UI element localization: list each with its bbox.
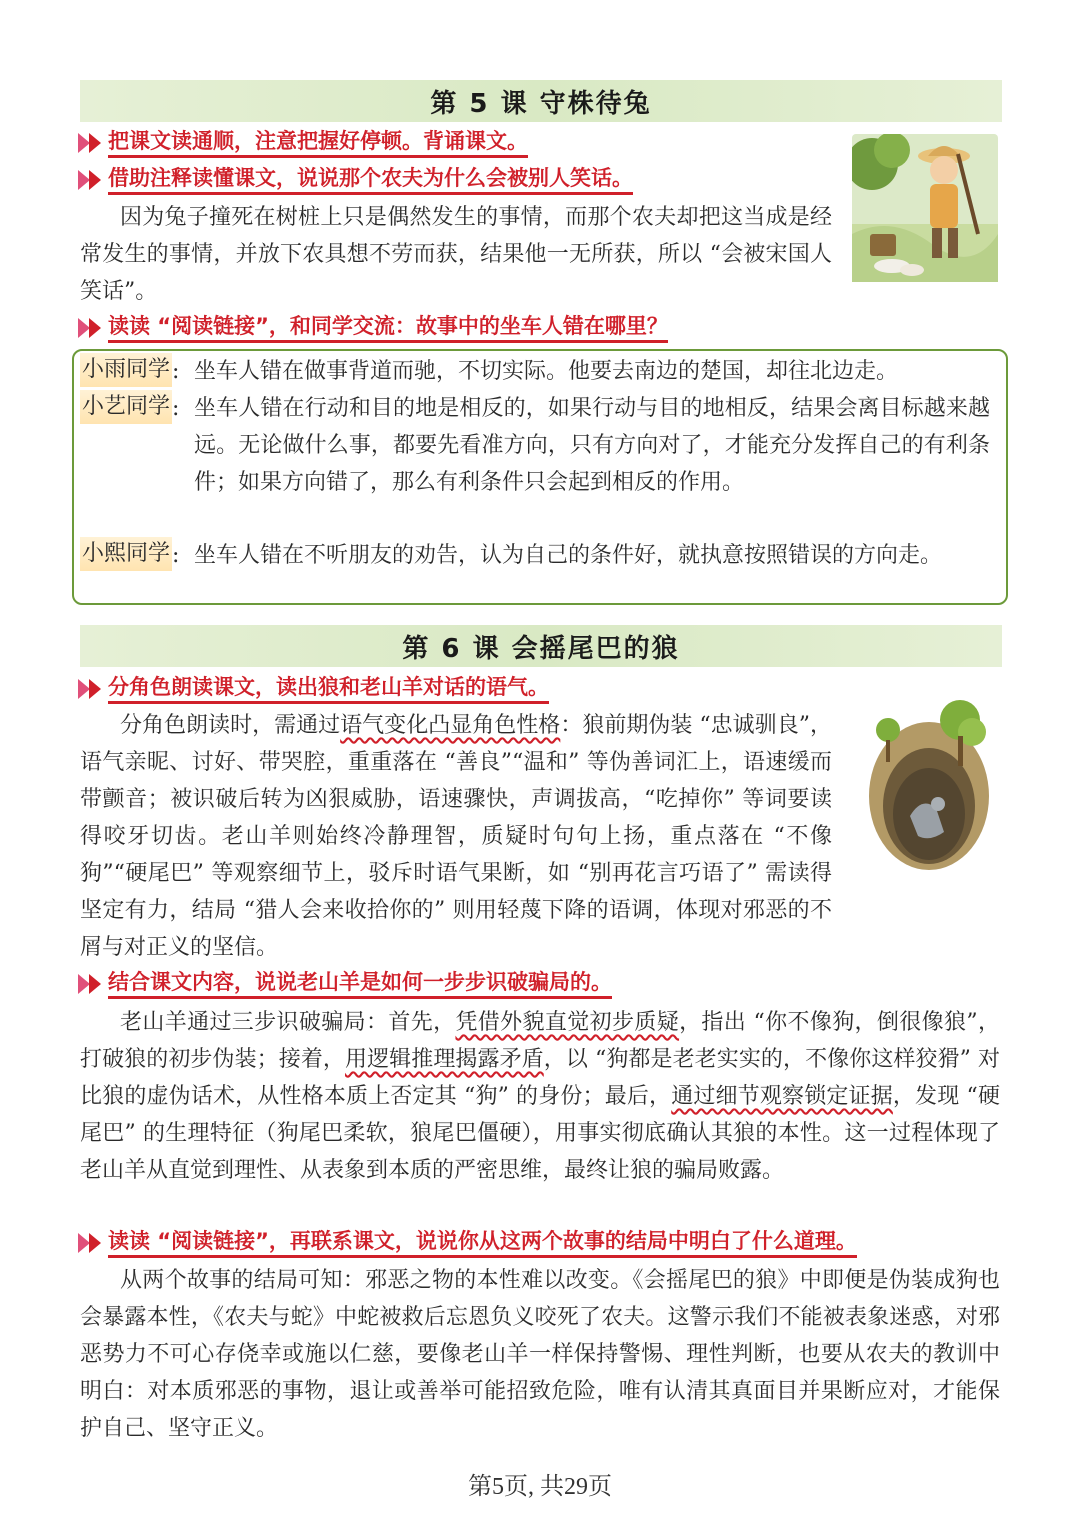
double-arrow-icon	[78, 679, 104, 699]
highlight-text: 通过细节观察锁定证据	[671, 1084, 893, 1109]
colon: :	[172, 543, 180, 568]
lesson6-task3	[78, 1226, 857, 1260]
lesson6-title: 第 6 课 会摇尾巴的狼	[80, 625, 1002, 667]
answer-text: 分角色朗读时，需通过	[120, 713, 341, 738]
double-arrow-icon	[78, 974, 104, 994]
discussion-item	[80, 537, 990, 574]
task-text: 借助注释读懂课文，说说那个农夫为什么会被别人笑话。	[108, 165, 633, 195]
lesson5-task2	[78, 163, 633, 197]
wolf-pit-illustration	[860, 696, 998, 874]
speaker-text: 坐车人错在不听朋友的劝告，认为自己的条件好，就执意按照错误的方向走。	[194, 543, 943, 568]
discussion-item	[80, 353, 990, 390]
double-arrow-icon	[78, 170, 104, 190]
highlight-text: 语气变化凸显角色性格	[340, 713, 561, 738]
speaker-text: 坐车人错在做事背道而驰，不切实际。他要去南边的楚国，却往北边走。	[194, 359, 899, 384]
highlight-text: 凭借外貌直觉初步质疑	[455, 1010, 680, 1035]
colon: :	[172, 359, 180, 384]
task-text: 读读 “阅读链接”，再联系课文，说说你从这两个故事的结局中明白了什么道理。	[108, 1228, 857, 1258]
speaker-name: 小雨同学	[80, 353, 172, 387]
speaker-name: 小艺同学	[80, 390, 172, 424]
page-number: 第5页, 共29页	[468, 1474, 612, 1500]
colon: :	[172, 396, 180, 421]
lesson6-answer1	[80, 707, 832, 966]
lesson5-title: 第 5 课 守株待兔	[80, 80, 1002, 122]
speaker-text: 坐车人错在行动和目的地是相反的，如果行动与目的地相反，结果会离目标越来越远。无论做什么事，都要先看准方向，只有方向对了，才能充分发挥自己的有利条件；如果方向错了，那么有利条件只会起到相反的作用。	[194, 396, 991, 495]
task-text: 分角色朗读课文，读出狼和老山羊对话的语气。	[108, 674, 549, 704]
discussion-item	[80, 390, 990, 501]
discussion-box	[72, 349, 1008, 605]
lesson6-task2	[78, 967, 612, 1001]
double-arrow-icon	[78, 318, 104, 338]
answer-text: ：狼前期伪装 “忠诚驯良”，语气亲昵、讨好、带哭腔，重重落在 “善良”“温和” 等伪善词汇上，语速缓而带颤音；被识破后转为凶狠威胁，语速骤快，声调拔高，“吃掉你” 等词要读得咬牙切齿。老山羊则始终冷静理智，质疑时句句上扬，重点落在 “不像狗”“硬尾巴” 等观察细节上，驳斥时语气果断，如 “别再花言巧语了” 需读得坚定有力，结局 “猎人会来收拾你的” 则用轻蔑下降的语调，体现对邪恶的不屑与对正义的坚信。	[80, 713, 832, 960]
lesson5-task3	[78, 311, 668, 345]
double-arrow-icon	[78, 133, 104, 153]
answer-text: ，发现 “硬尾巴” 的生理特征（狗尾巴柔软，狼尾巴僵硬），用事实彻底确认其狼的本性。这一过程体现了老山羊从直觉到理性、从表象到本质的严密思维，最终让狼的骗局败露。	[80, 1084, 1000, 1183]
task-text: 结合课文内容，说说老山羊是如何一步步识破骗局的。	[108, 969, 612, 999]
lesson5-task1	[78, 126, 528, 160]
answer-text: ，以 “狗都是老老实实的，不像你这样狡猾” 对比狼的虚伪话术，从性格本质上否定其 “狗” 的身份；最后，	[80, 1047, 1000, 1109]
answer-text: ，指出 “你不像狗，倒很像狼”，打破狼的初步伪装；接着，	[80, 1010, 1000, 1072]
lesson5-answer2: 因为兔子撞死在树桩上只是偶然发生的事情，而那个农夫却把这当成是经常发生的事情，并放下农具想不劳而获，结果他一无所获，所以 “会被宋国人笑话”。	[80, 205, 832, 304]
speaker-name: 小熙同学	[80, 537, 172, 571]
farmer-illustration	[852, 134, 998, 282]
lesson6-task1	[78, 672, 549, 706]
lesson6-answer2	[80, 1004, 1000, 1189]
task-text: 读读 “阅读链接”，和同学交流：故事中的坐车人错在哪里？	[108, 313, 668, 343]
answer-text: 老山羊通过三步识破骗局：首先，	[120, 1010, 456, 1035]
task-text: 把课文读通顺，注意把握好停顿。背诵课文。	[108, 128, 528, 158]
double-arrow-icon	[78, 1233, 104, 1253]
highlight-text: 用逻辑推理揭露矛盾	[345, 1047, 544, 1072]
lesson6-answer3: 从两个故事的结局可知：邪恶之物的本性难以改变。《会摇尾巴的狼》中即便是伪装成狗也会暴露本性，《农夫与蛇》中蛇被救后忘恩负义咬死了农夫。这警示我们不能被表象迷惑，对邪恶势力不可心存侥幸或施以仁慈，要像老山羊一样保持警惕、理性判断，也要从农夫的教训中明白：对本质邪恶的事物，退让或善举可能招致危险，唯有认清其真面目并果断应对，才能保护自己、坚守正义。	[80, 1268, 1000, 1441]
